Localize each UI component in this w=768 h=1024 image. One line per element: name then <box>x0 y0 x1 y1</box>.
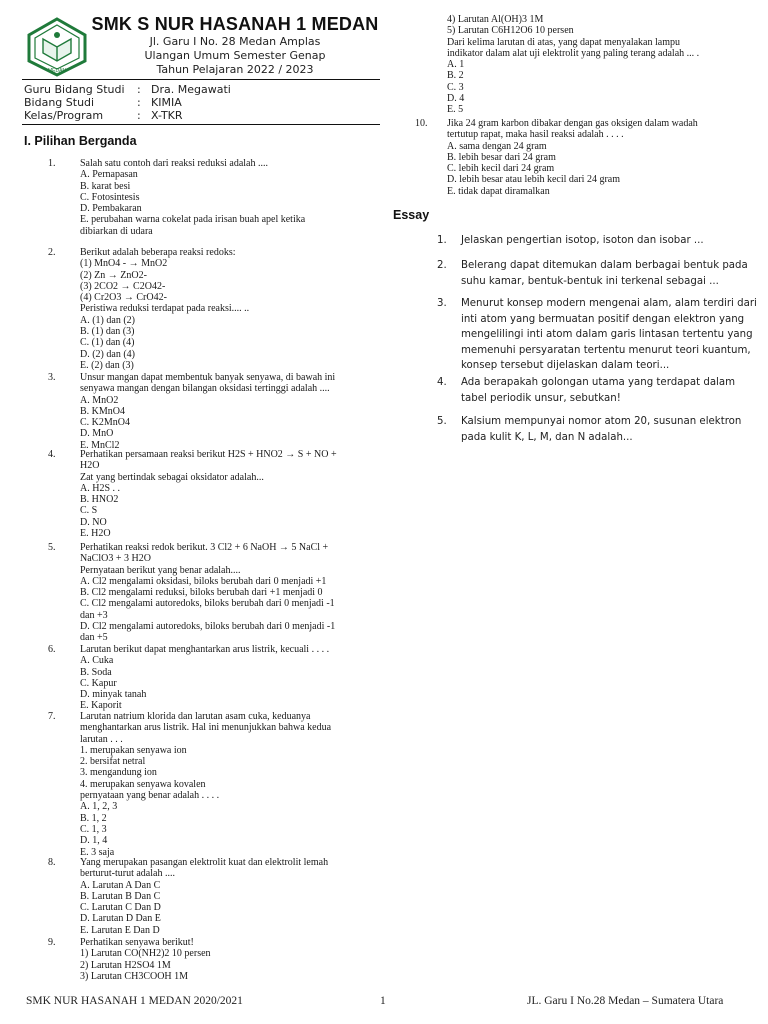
meta-separator: : <box>137 83 141 96</box>
question-line: indikator dalam alat uji elektrolit yang paling terang adalah ... . <box>447 47 700 59</box>
question-number: 2. <box>48 247 56 258</box>
header-rule <box>22 79 380 80</box>
question-body <box>80 158 305 237</box>
meta-separator: : <box>137 96 141 109</box>
question-line: Pernyataan berikut yang benar adalah.... <box>80 564 241 576</box>
question-line: D. lebih besar atau lebih kecil dari 24 gram <box>447 174 620 186</box>
question-number: 4. <box>48 449 56 460</box>
meta-separator: : <box>137 109 141 122</box>
essay-number: 2. <box>437 260 447 271</box>
footer-page-number: 1 <box>380 995 386 1007</box>
question-line: Berikut adalah beberapa reaksi redoks: <box>80 247 236 258</box>
question-line: E. perubahan warna cokelat pada irisan buah apel ketika <box>80 214 306 226</box>
meta-row <box>24 109 183 122</box>
question-line: E. 3 saja <box>80 846 115 858</box>
question-line: B. (1) dan (3) <box>80 326 135 338</box>
question-line: E. tidak dapat diramalkan <box>447 185 550 197</box>
question-line: (4) Cr2O3 → CrO42- <box>80 292 167 304</box>
essay-number: 5. <box>437 416 447 427</box>
question-body <box>80 372 335 451</box>
footer-address: JL. Garu I No.28 Medan – Sumatera Utara <box>527 995 724 1007</box>
question-line: 4) Larutan Al(OH)3 1M <box>447 14 544 25</box>
question-line: Jika 24 gram karbon dibakar dengan gas oksigen dalam wadah <box>447 118 698 129</box>
question-line: E. Larutan E Dan D <box>80 924 160 936</box>
essay-number: 4. <box>437 377 447 388</box>
school-name: SMK S NUR HASANAH 1 MEDAN <box>91 14 379 34</box>
question-line: 1) Larutan CO(NH2)2 10 persen <box>80 948 211 960</box>
question-line: B. 2 <box>447 70 464 82</box>
question-line: A. H2S . . <box>80 482 121 494</box>
question-line: C. 1, 3 <box>80 823 107 835</box>
question-line: A. MnO2 <box>80 394 119 406</box>
exam-title: Ulangan Umum Semester Genap <box>144 49 326 62</box>
essay-text: Jelaskan pengertian isotop, isoton dan isobar ... <box>461 235 704 246</box>
question-line: Larutan natrium klorida dan larutan asam cuka, keduanya <box>80 711 311 722</box>
question-line: D. MnO <box>80 428 114 440</box>
question-line: Perhatikan senyawa berikut! <box>80 937 194 948</box>
academic-year: Tahun Pelajaran 2022 / 2023 <box>156 63 314 76</box>
question-line: larutan . . . <box>80 733 123 745</box>
question-body <box>447 118 698 197</box>
question-body <box>80 937 211 982</box>
question-line: D. (2) dan (4) <box>80 348 135 360</box>
question-line: C. Cl2 mengalami autoredoks, biloks berubah dari 0 menjadi -1 <box>80 598 335 610</box>
question-line: C. S <box>80 505 98 517</box>
meta-row <box>24 83 231 96</box>
question-line: tertutup rapat, maka hasil reaksi adalah . . . . <box>447 129 624 141</box>
question-body <box>80 449 337 539</box>
question-line: 5) Larutan C6H12O6 10 persen <box>447 25 574 37</box>
question-number: 10. <box>415 118 428 129</box>
meta-value: Dra. Megawati <box>151 83 231 96</box>
essay-number: 1. <box>437 235 447 246</box>
question-line: A. Pernapasan <box>80 169 138 181</box>
question-line: Yang merupakan pasangan elektrolit kuat dan elektrolit lemah <box>80 857 329 868</box>
question-body <box>80 711 331 858</box>
question-body <box>80 857 328 936</box>
question-line: B. Cl2 mengalami reduksi, biloks berubah dari +1 menjadi 0 <box>80 587 323 599</box>
meta-label: Guru Bidang Studi <box>24 83 125 96</box>
question-number: 7. <box>48 711 56 722</box>
footer-school: SMK NUR HASANAH 1 MEDAN 2020/2021 <box>26 995 243 1007</box>
question-line: B. karat besi <box>80 180 131 192</box>
essay-text: Menurut konsep modern mengenai alam, alam terdiri dari inti atom yang bermuatan positif dengan elektron yang mengelilingi inti atom dalam garis lintasan tertentu yang memenuhi persyaratan tertentu menurut teori kuantum, konsep tersebut dijelaskan dalam teori... <box>461 298 757 372</box>
question-line: E. (2) dan (3) <box>80 359 134 371</box>
question-line: A. Larutan A Dan C <box>80 879 161 891</box>
question-body <box>80 247 249 371</box>
meta-value: X-TKR <box>151 109 183 122</box>
question-line: pernyataan yang benar adalah . . . . <box>80 790 220 802</box>
question-line: Dari kelima larutan di atas, yang dapat menyalakan lampu <box>447 36 680 48</box>
question-line: dan +5 <box>80 632 108 644</box>
school-logo <box>27 17 87 77</box>
question-line: berturut-turut adalah .... <box>80 868 175 880</box>
question-line: C. Kapur <box>80 677 117 689</box>
question-line: B. 1, 2 <box>80 812 107 824</box>
question-line: B. lebih besar dari 24 gram <box>447 151 556 163</box>
school-address: Jl. Garu I No. 28 Medan Amplas <box>149 35 321 48</box>
question-line: C. Larutan C Dan D <box>80 902 161 914</box>
question-body <box>80 542 335 644</box>
meta-row <box>24 96 182 109</box>
question-number: 1. <box>48 158 56 169</box>
question-line: 4. merupakan senyawa kovalen <box>80 778 206 790</box>
question-line: 3. mengandung ion <box>80 767 157 779</box>
question-line: D. Larutan D Dan E <box>80 913 161 925</box>
question-line: D. 4 <box>447 93 465 105</box>
question-line: D. Cl2 mengalami autoredoks, biloks berubah dari 0 menjadi -1 <box>80 621 336 633</box>
question-line: Perhatikan reaksi redok berikut. 3 Cl2 + 6 NaOH → 5 NaCl + <box>80 542 329 553</box>
question-line: B. Soda <box>80 666 112 678</box>
question-line: B. HNO2 <box>80 494 119 506</box>
question-line: C. lebih kecil dari 24 gram <box>447 163 555 175</box>
question-line: E. MnCl2 <box>80 439 120 451</box>
question-line: Unsur mangan dapat membentuk banyak senyawa, di bawah ini <box>80 372 336 383</box>
question-line: Peristiwa reduksi terdapat pada reaksi.... .. <box>80 303 250 315</box>
question-line: B. Larutan B Dan C <box>80 890 161 902</box>
logo-text: MEDAN <box>47 68 67 74</box>
question-line: A. Cuka <box>80 655 114 667</box>
question-line: menghantarkan arus listrik. Hal ini menunjukkan bahwa kedua <box>80 722 332 734</box>
meta-value: KIMIA <box>151 96 182 109</box>
question-number: 9. <box>48 937 56 948</box>
question-line: 1. merupakan senyawa ion <box>80 744 187 756</box>
meta-rule <box>22 124 380 125</box>
question-line: (3) 2CO2 → C2O42- <box>80 280 166 292</box>
question-line: A. Cl2 mengalami oksidasi, biloks berubah dari 0 menjadi +1 <box>80 575 327 587</box>
essay-number: 3. <box>437 298 447 309</box>
question-line: C. K2MnO4 <box>80 417 131 429</box>
question-line: E. H2O <box>80 528 111 540</box>
question-line: C. (1) dan (4) <box>80 337 135 349</box>
question-line: Zat yang bertindak sebagai oksidator adalah... <box>80 471 264 483</box>
question-number: 6. <box>48 644 56 655</box>
question-line: D. Pembakaran <box>80 203 142 215</box>
question-line: D. 1, 4 <box>80 835 108 847</box>
question-line: D. NO <box>80 516 107 528</box>
question-line: 2. bersifat netral <box>80 756 146 768</box>
question-line: C. 3 <box>447 81 464 93</box>
question-line: A. sama dengan 24 gram <box>447 140 547 152</box>
question-line: (2) Zn → ZnO2- <box>80 269 147 281</box>
question-line: B. KMnO4 <box>80 405 126 417</box>
question-number: 8. <box>48 857 56 868</box>
question-number: 5. <box>48 542 56 553</box>
question-line: A. 1, 2, 3 <box>80 801 118 813</box>
question-line: C. Fotosintesis <box>80 191 140 203</box>
question-line: A. (1) dan (2) <box>80 314 135 326</box>
section-essay: Essay <box>393 208 430 222</box>
question-line: 3) Larutan CH3COOH 1M <box>80 970 189 982</box>
question-line: dan +3 <box>80 609 108 621</box>
question-body <box>447 14 699 116</box>
essay-text: Ada berapakah golongan utama yang terdapat dalam tabel periodik unsur, sebutkan! <box>461 377 736 404</box>
question-line: senyawa mangan dengan bilangan oksidasi tertinggi adalah .... <box>80 383 330 395</box>
question-line: (1) MnO4 - → MnO2 <box>80 258 168 270</box>
question-number: 3. <box>48 372 56 383</box>
meta-label: Kelas/Program <box>24 109 104 122</box>
question-line: NaClO3 + 3 H2O <box>80 553 151 565</box>
question-line: E. 5 <box>447 104 464 116</box>
question-line: Salah satu contoh dari reaksi reduksi adalah .... <box>80 158 268 169</box>
question-line: Larutan berikut dapat menghantarkan arus listrik, kecuali . . . . <box>80 644 330 655</box>
question-line: A. 1 <box>447 59 465 71</box>
essay-text: Kalsium mempunyai nomor atom 20, susunan elektron pada kulit K, L, M, dan N adalah... <box>461 416 742 443</box>
meta-label: Bidang Studi <box>24 96 95 109</box>
question-line: 2) Larutan H2SO4 1M <box>80 959 171 971</box>
question-body <box>80 644 329 712</box>
question-line: dibiarkan di udara <box>80 225 153 237</box>
essay-text: Belerang dapat ditemukan dalam berbagai bentuk pada suhu kamar, bentuk-bentuk ini terkenal sebagai ... <box>461 260 748 287</box>
question-line: H2O <box>80 460 100 472</box>
question-line: E. Kaporit <box>80 700 122 712</box>
question-line: D. minyak tanah <box>80 689 147 701</box>
section-multiple-choice: I. Pilihan Berganda <box>24 134 137 148</box>
question-line: Perhatikan persamaan reaksi berikut H2S + HNO2 → S + NO + <box>80 449 337 460</box>
